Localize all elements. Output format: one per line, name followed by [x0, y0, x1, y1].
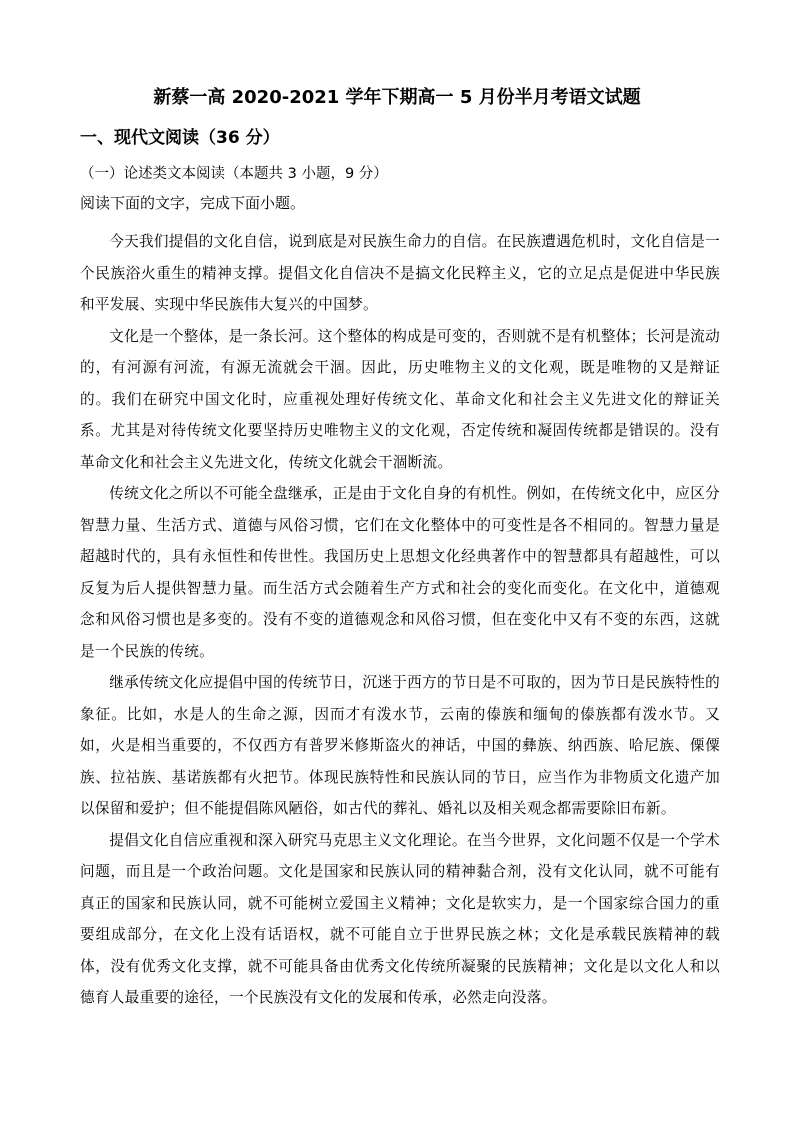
reading-instruction: 阅读下面的文字，完成下面小题。: [80, 194, 306, 212]
section-heading: 一、现代文阅读（36 分）: [80, 128, 280, 148]
passage-paragraph-1: 今天我们提倡的文化自信，说到底是对民族生命力的自信。在民族遭遇危机时，文化自信是一个民族浴火重生的精神支撑。提倡文化自信决不是搞文化民粹主义，它的立足点是促进中华民族和平发展、实现中华民族伟大复兴的中国梦。: [80, 233, 720, 313]
passage-paragraph-5: 提倡文化自信应重视和深入研究马克思主义文化理论。在当今世界，文化问题不仅是一个学术问题，而且是一个政治问题。文化是国家和民族认同的精神黏合剂，没有文化认同，就不可能有真正的国家和民族认同，就不可能树立爱国主义精神；文化是软实力，是一个国家综合国力的重要组成部分，在文化上没有话语权，就不可能自立于世界民族之林；文化是承载民族精神的载体，没有优秀文化支撑，就不可能具备由优秀文化传统所凝聚的民族精神；文化是以文化人和以德育人最重要的途径，一个民族没有文化的发展和传承，必然走向没落。: [80, 831, 720, 1006]
passage-paragraph-3: 传统文化之所以不可能全盘继承，正是由于文化自身的有机性。例如，在传统文化中，应区分智慧力量、生活方式、道德与风俗习惯，它们在文化整体中的可变性是各不相同的。智慧力量是超越时代的，具有永恒性和传世性。我国历史上思想文化经典著作中的智慧都具有超越性，可以反复为后人提供智慧力量。而生活方式会随着生产方式和社会的变化而变化。在文化中，道德观念和风俗习惯也是多变的。没有不变的道德观念和风俗习惯，但在变化中又有不变的东西，这就是一个民族的传统。: [80, 485, 720, 660]
passage-paragraph-2: 文化是一个整体，是一条长河。这个整体的构成是可变的，否则就不是有机整体；长河是流动的，有河源有河流，有源无流就会干涸。因此，历史唯物主义的文化观，既是唯物的又是辩证的。我们在研究中国文化时，应重视处理好传统文化、革命文化和社会主义先进文化的辩证关系。尤其是对待传统文化要坚持历史唯物主义的文化观，否定传统和凝固传统都是错误的。没有革命文化和社会主义先进文化，传统文化就会干涸断流。: [80, 327, 720, 471]
subsection-heading: （一）论述类文本阅读（本题共 3 小题，9 分）: [80, 166, 388, 182]
passage-paragraph-4: 继承传统文化应提倡中国的传统节日，沉迷于西方的节日是不可取的，因为节日是民族特性的象征。比如，水是人的生命之源，因而才有泼水节，云南的傣族和缅甸的傣族都有泼水节。又如，火是相当重要的，不仅西方有普罗米修斯盗火的神话，中国的彝族、纳西族、哈尼族、傈僳族、拉祜族、基诺族都有火把节。体现民族特性和民族认同的节日，应当作为非物质文化遗产加以保留和爱护；但不能提倡陈风陋俗，如古代的葬礼、婚礼以及相关观念都需要除旧布新。: [80, 674, 720, 817]
reading-passage: [80, 226, 720, 1014]
exam-title: 新蔡一高 2020-2021 学年下期高一 5 月份半月考语文试题: [153, 87, 641, 108]
